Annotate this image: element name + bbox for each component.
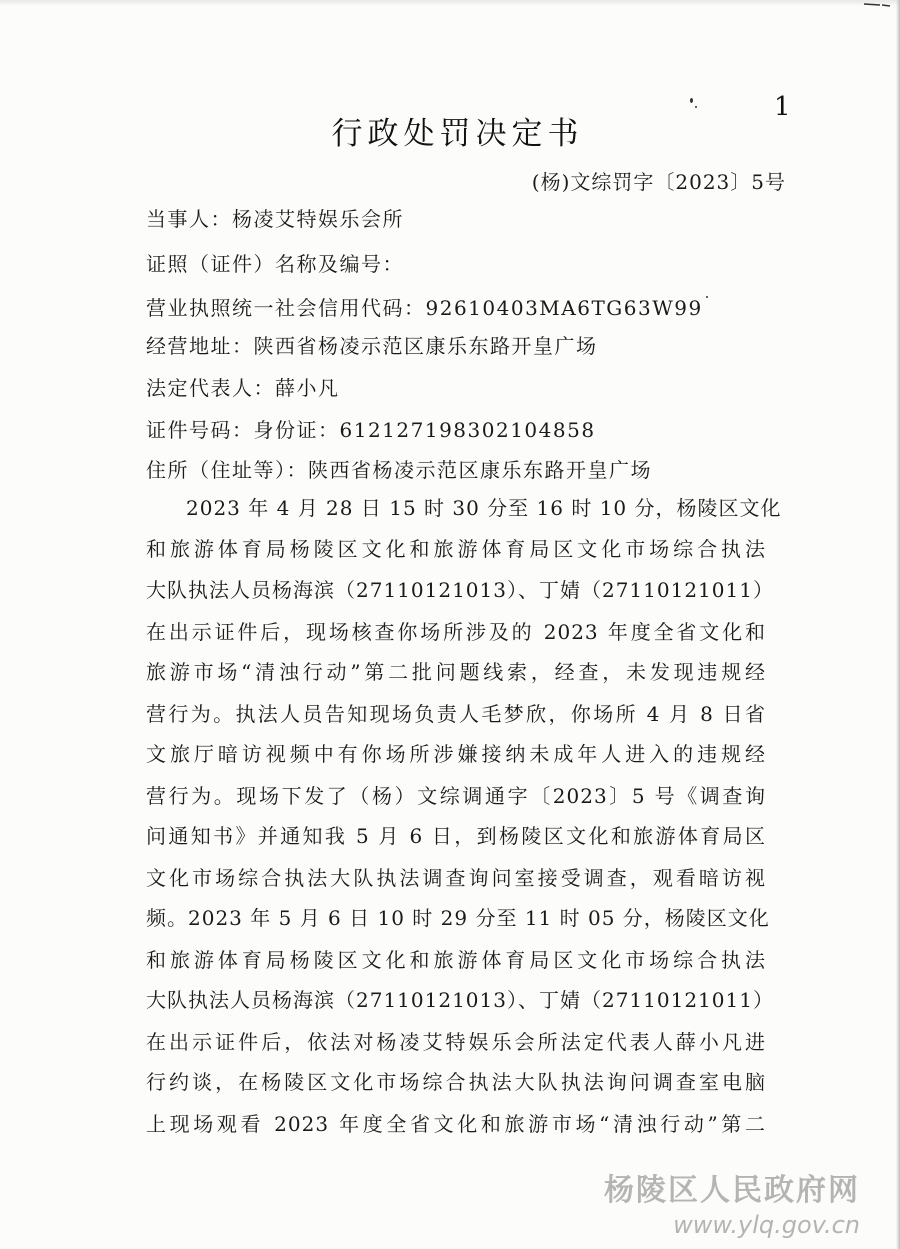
- site-watermark: [604, 1174, 860, 1240]
- party-line: 当事人：杨凌艾特娱乐会所: [146, 207, 404, 231]
- body-paragraph-line: 大队执法人员杨海滨（27110121013）、丁婧（27110121011）: [146, 988, 774, 1012]
- body-paragraph-line: 在出示证件后，依法对杨凌艾特娱乐会所法定代表人薛小凡进: [146, 1030, 766, 1054]
- legal-rep-line: 法定代表人：薛小凡: [146, 376, 340, 400]
- body-paragraph-line: 营行为。执法人员告知现场负责人毛梦欣，你场所 4 月 8 日省: [146, 702, 766, 726]
- id-number-line: 证件号码：身份证：612127198302104858: [146, 418, 596, 442]
- scan-speck-icon: [706, 296, 708, 298]
- body-paragraph-line: 频。2023 年 5 月 6 日 10 时 29 分至 11 时 05 分，杨陵区文化: [146, 906, 770, 930]
- watermark-site-name: 杨陵区人民政府网: [604, 1173, 860, 1208]
- body-paragraph-line: 2023 年 4 月 28 日 15 时 30 分至 16 时 10 分，杨陵区文化: [186, 496, 782, 520]
- address-line: 经营地址：陕西省杨凌示范区康乐东路开皇广场: [146, 334, 598, 358]
- body-paragraph-line: 问通知书》并通知我 5 月 6 日，到杨陵区文化和旅游体育局区: [146, 824, 766, 848]
- document-number: (杨)文综罚字〔2023〕5号: [531, 170, 786, 194]
- body-paragraph-line: 行约谈，在杨陵区文化市场综合执法大队执法询问调查室电脑: [146, 1070, 766, 1094]
- body-paragraph-line: 上现场观看 2023 年度全省文化和旅游市场“清浊行动”第二: [146, 1112, 766, 1136]
- scan-edge-right: [896, 0, 900, 1249]
- scan-edge-top: [0, 0, 900, 6]
- body-paragraph-line: 文旅厅暗访视频中有你场所涉嫌接纳未成年人进入的违规经: [146, 742, 766, 766]
- credit-code-line: 营业执照统一社会信用代码：92610403MA6TG63W99: [146, 296, 703, 320]
- body-paragraph-line: 和旅游体育局杨陵区文化和旅游体育局区文化市场综合执法: [146, 537, 766, 561]
- body-paragraph-line: 文化市场综合执法大队执法调查询问室接受调查，观看暗访视: [146, 866, 766, 890]
- body-paragraph-line: 和旅游体育局杨陵区文化和旅游体育局区文化市场综合执法: [146, 948, 766, 972]
- document-title: 行政处罚决定书: [331, 116, 584, 152]
- license-name-line: 证照（证件）名称及编号：: [146, 252, 404, 276]
- corner-scan-mark-icon: [862, 0, 892, 12]
- body-paragraph-line: 在出示证件后，现场核查你场所涉及的 2023 年度全省文化和: [146, 620, 766, 644]
- scan-speck-icon: [690, 98, 693, 103]
- residence-line: 住所（住址等）：陕西省杨凌示范区康乐东路开皇广场: [146, 458, 652, 482]
- body-paragraph-line: 旅游市场“清浊行动”第二批问题线索，经查，未发现违规经: [146, 660, 766, 684]
- body-paragraph-line: 大队执法人员杨海滨（27110121013）、丁婧（27110121011）: [146, 578, 774, 602]
- page-number: 1: [774, 92, 791, 122]
- body-paragraph-line: 营行为。现场下发了（杨）文综调通字〔2023〕5 号《调查询: [146, 784, 766, 808]
- watermark-site-url: www.ylq.gov.cn: [673, 1211, 860, 1239]
